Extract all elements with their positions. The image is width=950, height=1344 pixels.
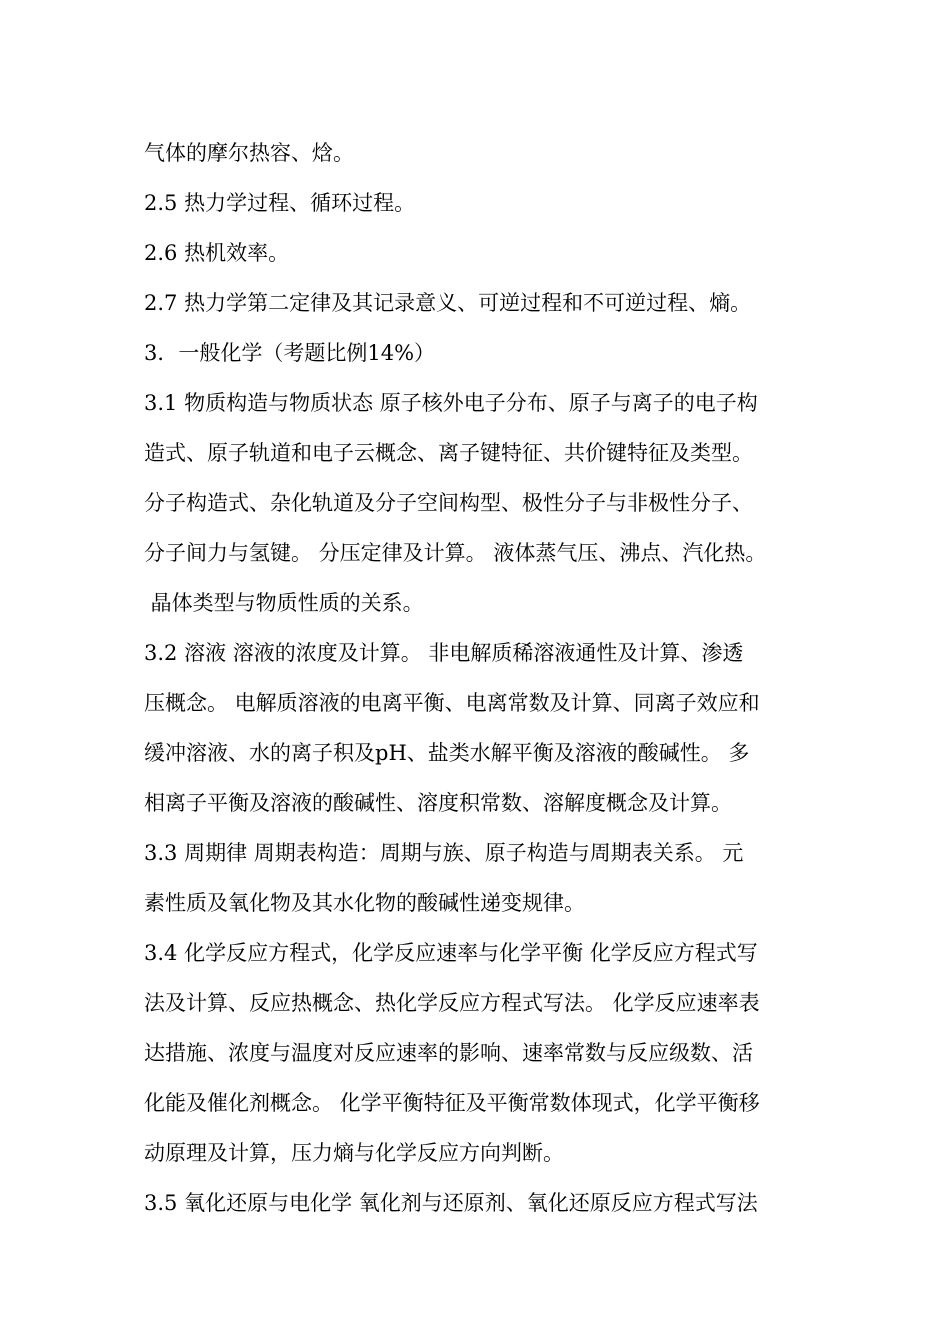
section-heading-3: 3．一般化学（考题比例14%） — [144, 341, 436, 365]
text-line-1: 气体的摩尔热容、焓。 — [144, 141, 354, 165]
text-line-8: 分子构造式、杂化轨道及分子空间构型、极性分子与非极性分子、 — [144, 491, 753, 515]
text-line-2: 2.5 热力学过程、循环过程。 — [144, 191, 416, 215]
text-line-4: 2.7 热力学第二定律及其记录意义、可逆过程和不可逆过程、熵。 — [144, 291, 752, 315]
text-line-3: 2.6 热机效率。 — [144, 241, 290, 265]
text-line-10: 晶体类型与物质性质的关系。 — [144, 591, 424, 615]
text-line-14: 相离子平衡及溶液的酸碱性、溶度积常数、溶解度概念及计算。 — [144, 791, 732, 815]
text-line-11: 3.2 溶液 溶液的浓度及计算。 非电解质稀溶液通性及计算、渗透 — [144, 641, 744, 665]
text-line-19: 达措施、浓度与温度对反应速率的影响、速率常数与反应级数、活 — [144, 1041, 753, 1065]
text-line-15: 3.3 周期律 周期表构造：周期与族、原子构造与周期表关系。 元 — [144, 841, 744, 865]
text-line-13: 缓冲溶液、水的离子积及pH、盐类水解平衡及溶液的酸碱性。 多 — [144, 741, 750, 765]
text-line-6: 3.1 物质构造与物质状态 原子核外电子分布、原子与离子的电子构 — [144, 391, 758, 415]
text-line-22: 3.5 氧化还原与电化学 氧化剂与还原剂、氧化还原反应方程式写法 — [144, 1191, 758, 1215]
text-line-17: 3.4 化学反应方程式，化学反应速率与化学平衡 化学反应方程式写 — [144, 941, 758, 965]
text-line-18: 法及计算、反应热概念、热化学反应方程式写法。 化学反应速率表 — [144, 991, 760, 1015]
body-text — [144, 128, 824, 1228]
text-line-9: 分子间力与氢键。 分压定律及计算。 液体蒸气压、沸点、汽化热。 — [144, 541, 767, 565]
text-line-20: 化能及催化剂概念。 化学平衡特征及平衡常数体现式，化学平衡移 — [144, 1091, 760, 1115]
text-line-12: 压概念。 电解质溶液的电离平衡、电离常数及计算、同离子效应和 — [144, 691, 760, 715]
text-line-16: 素性质及氧化物及其水化物的酸碱性递变规律。 — [144, 891, 585, 915]
text-line-21: 动原理及计算，压力熵与化学反应方向判断。 — [144, 1141, 564, 1165]
text-line-7: 造式、原子轨道和电子云概念、离子键特征、共价键特征及类型。 — [144, 441, 753, 465]
